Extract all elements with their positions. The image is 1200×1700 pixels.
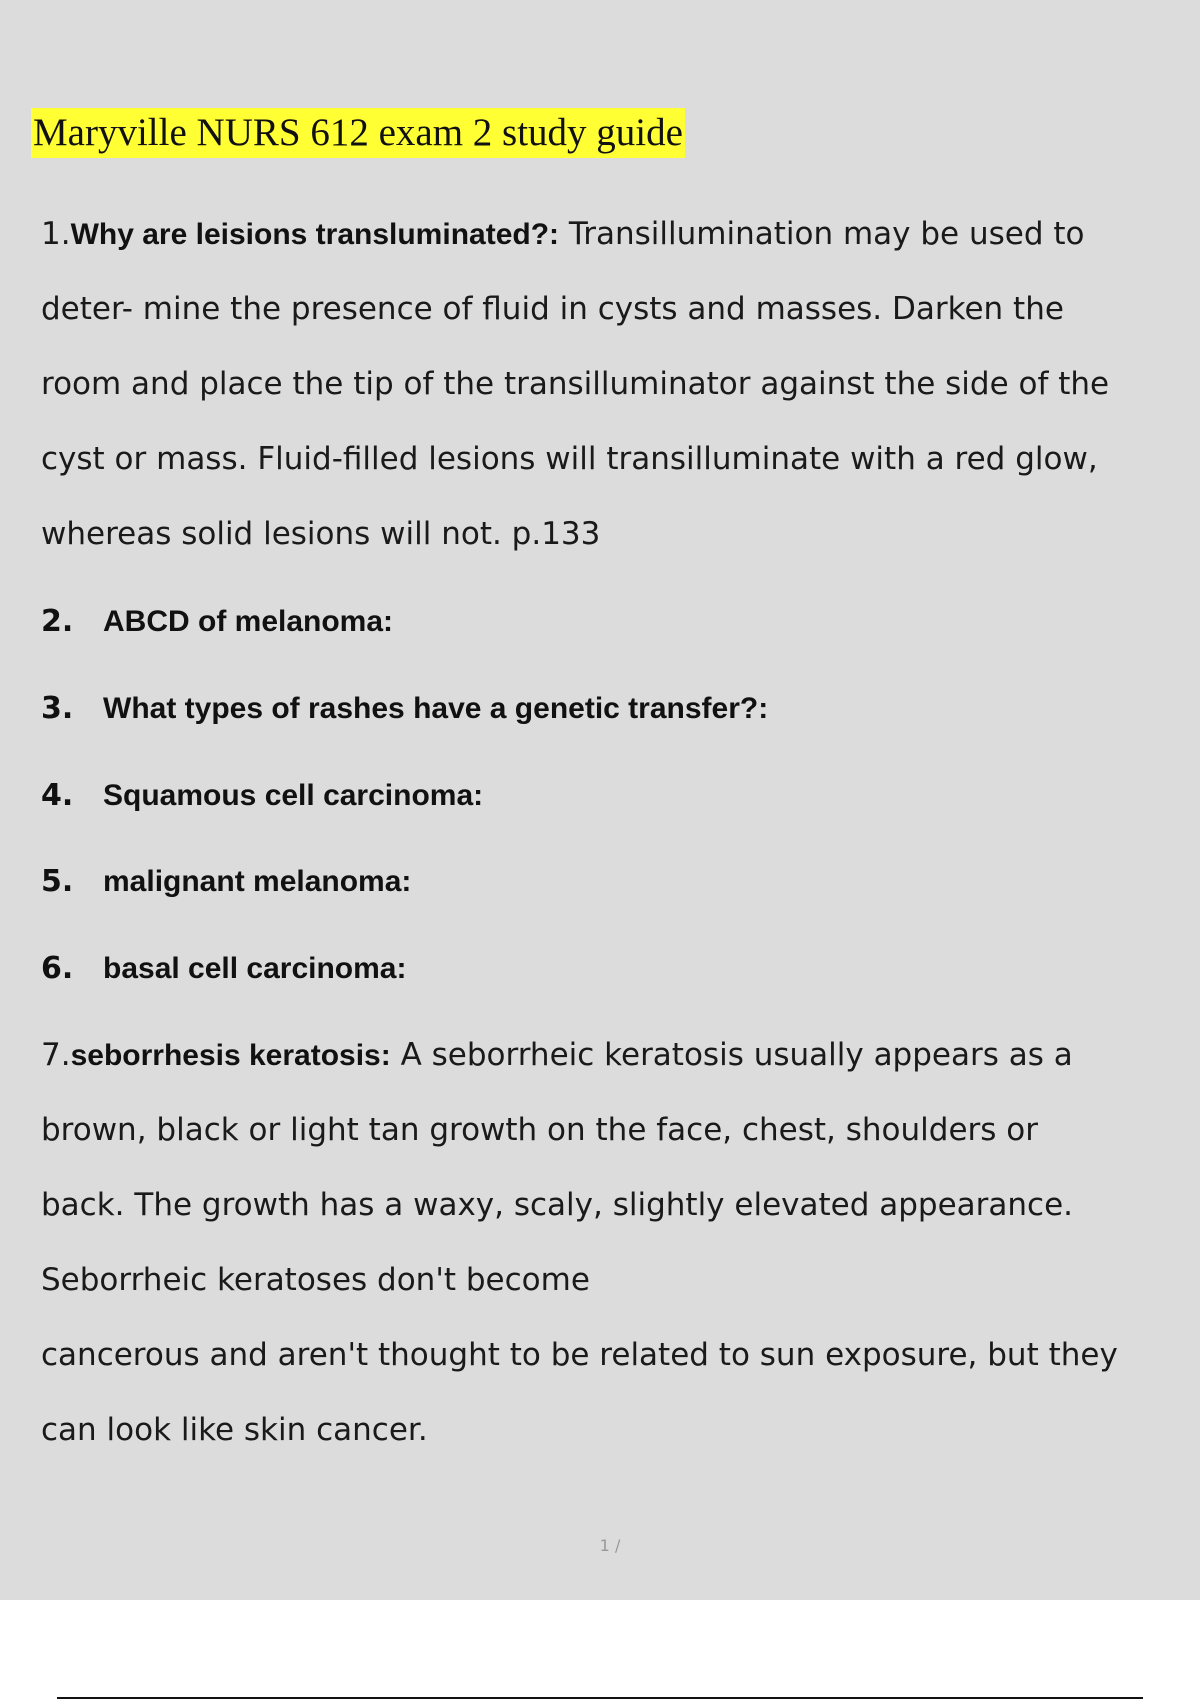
question-3 [41,684,768,734]
answer-text: A seborrheic keratosis usually appears as a [390,1037,1073,1073]
question-number: 4. [41,778,74,813]
question-label: basal cell carcinoma: [103,952,407,985]
question-4 [41,771,483,821]
answer-text: can look like skin cancer. [41,1412,428,1448]
divider-line [57,1697,1143,1699]
answer-text: cyst or mass. Fluid-filled lesions will transilluminate with a red glow, [41,441,1098,477]
question-1-line-1 [41,197,1181,272]
answer-text: Seborrheic keratoses don't become [41,1262,590,1298]
answer-text: whereas solid lesions will not. p.133 [41,516,601,552]
page-title: Maryville NURS 612 exam 2 study guide [31,108,685,158]
answer-text: deter- mine the presence of fluid in cysts and masses. Darken the [41,291,1064,327]
answer-text: room and place the tip of the transilluminator against the side of the [41,366,1110,402]
page-number: 1 / [599,1536,621,1555]
answer-text: cancerous and aren't thought to be related to sun exposure, but they [41,1337,1118,1373]
question-7 [41,1018,1181,1468]
question-2 [41,597,393,647]
question-label: Why are leisions transluminated?: [70,218,560,251]
question-6 [41,944,407,994]
question-number: 2. [41,604,74,639]
question-number: 7. [41,1037,71,1073]
question-5 [41,857,411,907]
answer-text: brown, black or light tan growth on the face, chest, shoulders or [41,1112,1038,1148]
question-1 [41,197,1181,572]
question-number: 3. [41,691,74,726]
question-label: Squamous cell carcinoma: [103,779,484,812]
answer-text: Transillumination may be used to [559,216,1085,252]
question-7-line-1 [41,1018,1181,1093]
question-label: What types of rashes have a genetic transfer?: [103,692,769,725]
question-number: 1. [41,216,71,252]
question-label: seborrhesis keratosis: [70,1039,391,1072]
question-label: malignant melanoma: [103,865,412,898]
question-label: ABCD of melanoma: [103,605,394,638]
answer-text: back. The growth has a waxy, scaly, slightly elevated appearance. [41,1187,1074,1223]
question-number: 5. [41,864,74,899]
question-number: 6. [41,951,74,986]
